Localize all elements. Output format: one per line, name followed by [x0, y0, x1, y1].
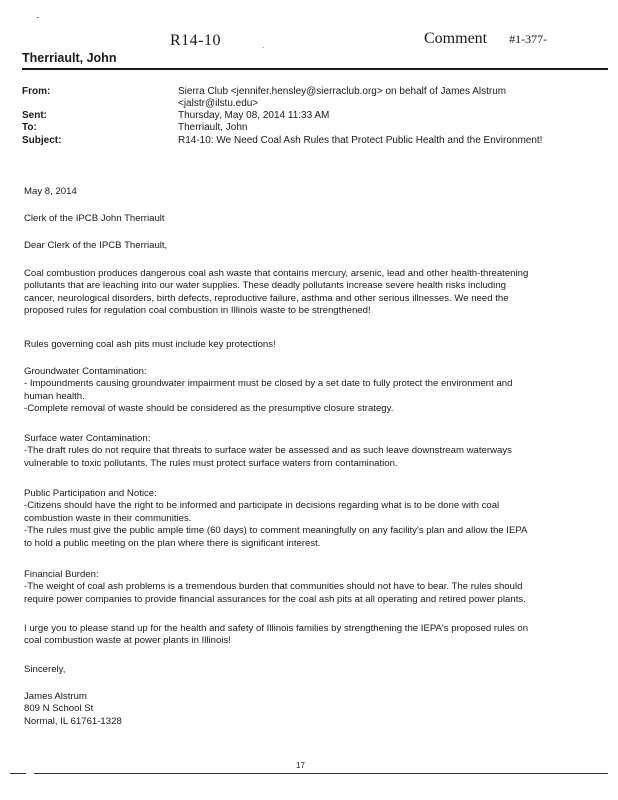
- subject-label: Subject:: [22, 135, 62, 146]
- groundwater-section: [24, 366, 594, 416]
- footer-tick: [10, 773, 26, 774]
- letter-salutation: Dear Clerk of the IPCB Therriault,: [24, 240, 168, 251]
- subject-value: R14-10: We Need Coal Ash Rules that Protect Public Health and the Environment!: [178, 135, 543, 146]
- comment-stamp: [424, 30, 547, 48]
- footer-divider: [34, 773, 608, 774]
- intro-line: pollutants that are leaching into our water supplies. These deadly pollutants increase severe health risks including: [24, 280, 506, 292]
- section-heading: Surface water Contamination:: [24, 433, 151, 444]
- recipient-name: Therriault, John: [22, 51, 117, 65]
- public-participation-section: [24, 488, 594, 550]
- section-line: -The draft rules do not require that threats to surface water be assessed and as such leave downstream waterways: [24, 445, 512, 457]
- section-line: -Complete removal of waste should be considered as the presumptive closure strategy.: [24, 403, 394, 415]
- sender-name: James Alstrum: [24, 691, 87, 702]
- section-line: require power companies to provide financial assurances for the coal ash pits at all operating and retired power plants.: [24, 593, 526, 605]
- from-value-line-2: <jalstr@ilstu.edu>: [178, 98, 259, 109]
- from-label: From:: [22, 86, 51, 97]
- rules-intro: Rules governing coal ash pits must include key protections!: [24, 339, 276, 350]
- comment-number: #1-377-: [509, 32, 548, 46]
- section-heading: Financial Burden:: [24, 569, 99, 580]
- section-line: -The weight of coal ash problems is a tremendous burden that communities should not have to bear. The rules should: [24, 581, 523, 593]
- signoff: Sincerely,: [24, 664, 66, 675]
- page-number: 17: [296, 761, 305, 770]
- section-heading: Public Participation and Notice:: [24, 488, 157, 499]
- closing-line: coal combustion waste at power plants in Illinois!: [24, 635, 231, 647]
- section-line: combustion waste in their communities.: [24, 512, 192, 524]
- sent-value: Thursday, May 08, 2014 11:33 AM: [178, 110, 330, 121]
- closing-paragraph: [24, 623, 594, 648]
- section-line: - Impoundments causing groundwater impairment must be closed by a set date to fully protect the environment and: [24, 378, 513, 390]
- section-line: -Citizens should have the right to be informed and participate in decisions regarding what is to be done with coal: [24, 500, 500, 512]
- sender-city: Normal, IL 61761-1328: [24, 715, 122, 727]
- section-heading: Groundwater Contamination:: [24, 366, 147, 377]
- financial-burden-section: [24, 569, 594, 606]
- closing-line: I urge you to please stand up for the health and safety of Illinois families by strengthening the IEPA's proposed rules on: [24, 623, 529, 634]
- sent-label: Sent:: [22, 110, 47, 121]
- section-line: -The rules must give the public ample time (60 days) to comment meaningfully on any facility's plan and allow the IEPA: [24, 525, 528, 537]
- comment-label: Comment: [424, 30, 488, 47]
- letter-addressee: Clerk of the IPCB John Therriault: [24, 213, 165, 224]
- intro-line: Coal combustion produces dangerous coal ash waste that contains mercury, arsenic, lead and other health-threatening: [24, 268, 529, 279]
- section-line: vulnerable to toxic pollutants. The rules must protect surface waters from contamination.: [24, 457, 398, 469]
- section-line: to hold a public meeting on the plan where there is significant interest.: [24, 537, 321, 549]
- intro-paragraph: [24, 268, 594, 318]
- header-divider: [22, 68, 608, 70]
- surface-water-section: [24, 433, 594, 470]
- to-label: To:: [22, 122, 37, 133]
- sender-street: 809 N School St: [24, 703, 94, 715]
- stray-dot: .: [262, 40, 265, 50]
- from-value-line-1: Sierra Club <jennifer.hensley@sierraclub.org> on behalf of James Alstrum: [178, 86, 507, 97]
- letter-date: May 8, 2014: [24, 186, 77, 197]
- section-line: human health.: [24, 390, 85, 402]
- corner-mark: -: [36, 12, 39, 22]
- intro-line: cancer, neurological disorders, birth defects, reproductive failure, asthma and other serious illnesses. We need the: [24, 292, 509, 304]
- to-value: Therriault, John: [178, 122, 248, 133]
- sender-block: [24, 691, 594, 728]
- intro-line: proposed rules for regulation coal combustion in Illinois waste to be strengthened!: [24, 305, 371, 317]
- docket-number: R14-10: [170, 32, 221, 49]
